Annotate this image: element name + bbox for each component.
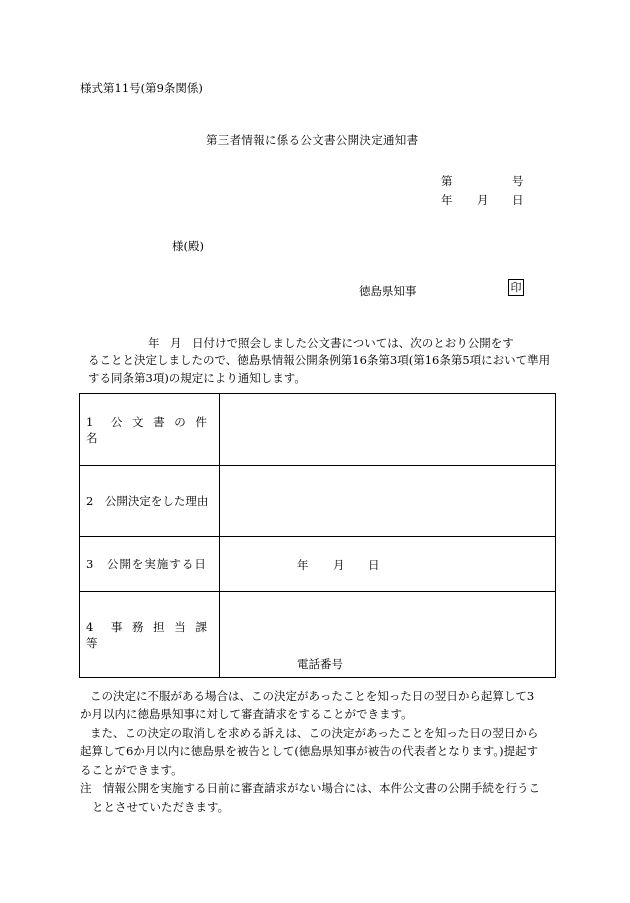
note-objection-line-1: この決定に不服がある場合は、この決定があったことを知った日の翌日から起算して3 [90,689,535,703]
issue-date-month: 月 [477,193,489,207]
body-date-month: 月 [170,336,182,350]
row-value-disclosure-date [220,537,556,592]
footnote-line-1: 注 情報公開を実施する日前に審査請求がない場合には、本件公文書の公開手続を行うこ [80,781,540,795]
document-number-suffix: 号 [512,174,524,188]
seal-box: 印 [508,279,524,296]
note-objection-line-2: か月以内に徳島県知事に対して審査請求をすることができます。 [80,707,413,721]
document-title: 第三者情報に係る公文書公開決定通知書 [206,133,419,147]
row-value-department [220,592,556,678]
table-row [80,394,556,466]
row-label-disclosure-date: 3 公開を実施する日 [80,537,220,592]
disclosure-year: 年 [297,558,309,572]
row-value-decision-reason [220,466,556,537]
issuer: 徳島県知事 [359,284,417,298]
phone-number-label: 電話番号 [297,657,343,671]
table-row [80,466,556,537]
row-label-decision-reason: 2 公開決定をした理由 [80,466,220,537]
issue-date-day: 日 [512,193,524,207]
note-lawsuit-line-2: 起算して6か月以内に徳島県を被告として(徳島県知事が被告の代表者となります。)提起す [80,744,539,758]
document-number-prefix: 第 [441,174,453,188]
note-lawsuit-line-3: ることができます。 [80,763,183,777]
table-row [80,592,556,678]
row-label-document-name: 1 公 文 書 の 件 名 [80,394,220,466]
row-label-department: 4 事 務 担 当 課 等 [80,592,220,678]
addressee: 様(殿) [172,239,204,253]
disclosure-day: 日 [368,558,380,572]
body-text-line-2: ることと決定しましたので、徳島県情報公開条例第16条第3項(第16条第5項において準用 [88,353,551,367]
issue-date-year: 年 [441,193,453,207]
disclosure-month: 月 [333,558,345,572]
footnote-line-2: ととさせていただきます。 [92,800,230,814]
note-lawsuit-line-1: また、この決定の取消しを求める訴えは、この決定があったことを知った日の翌日から [90,726,539,740]
row-value-document-name [220,394,556,466]
form-number: 様式第11号(第9条関係) [80,81,203,95]
body-text-line-3: する同条第3項)の規定により通知します。 [88,371,306,385]
body-date-year: 年 [148,336,160,350]
decision-table [79,393,556,678]
body-text-line-1: 日付けで照会しました公文書については、次のとおり公開をす [192,336,514,350]
table-row [80,537,556,592]
